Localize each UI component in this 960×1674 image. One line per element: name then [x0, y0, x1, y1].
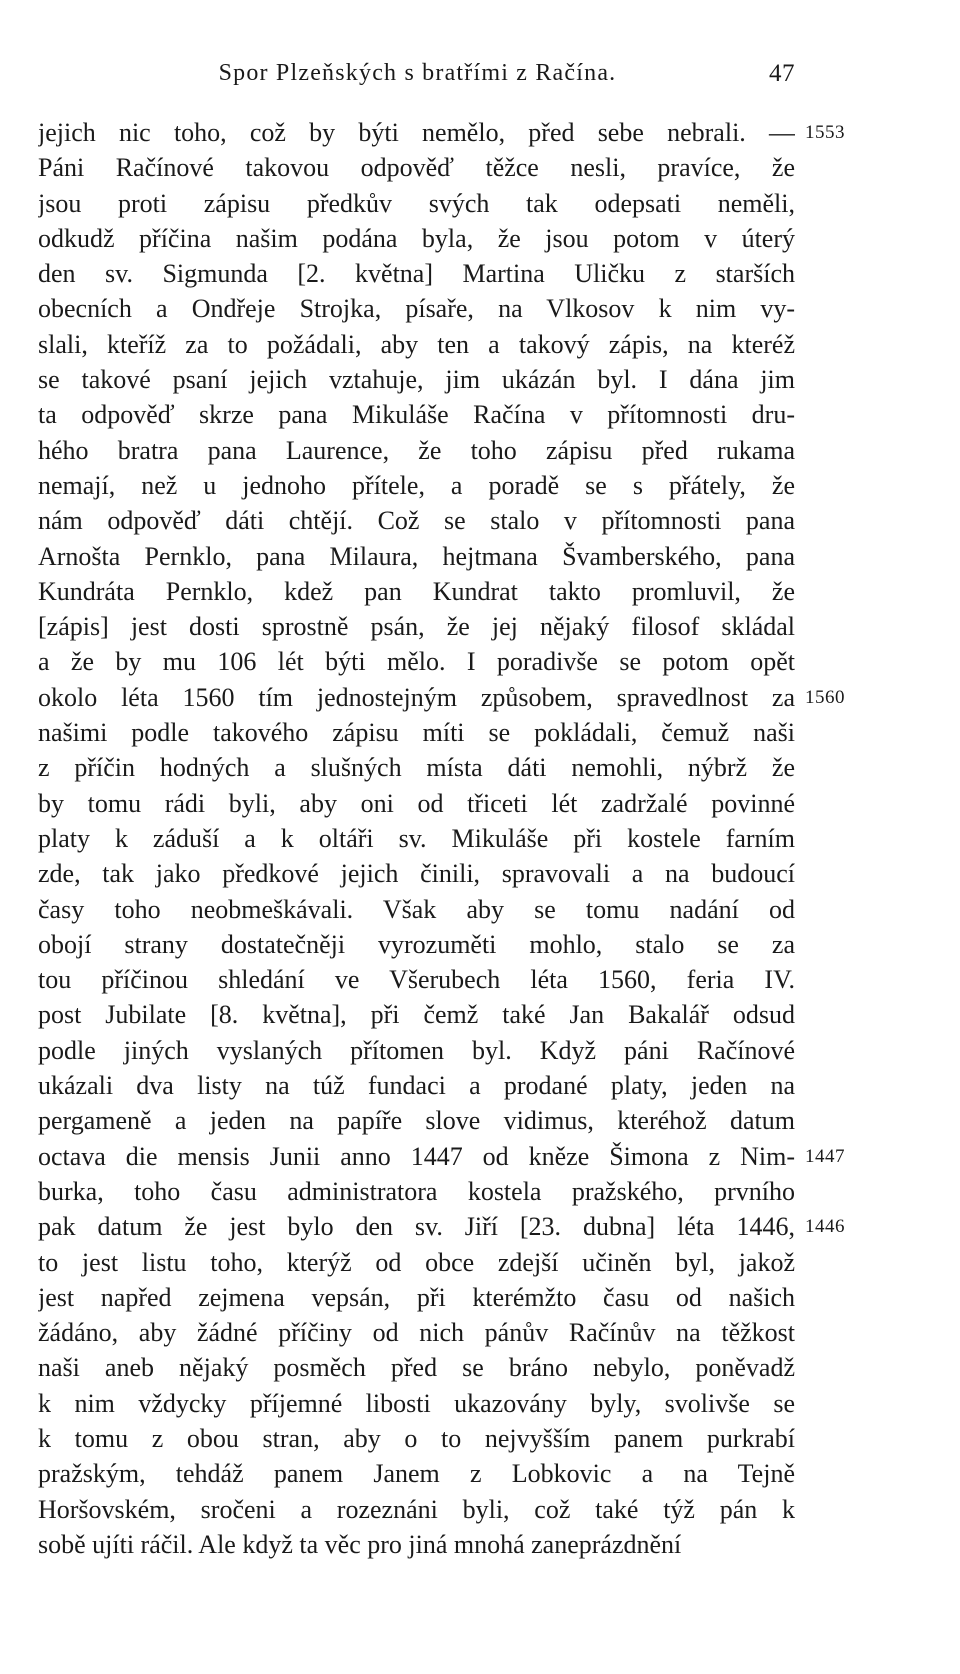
body-text — [38, 115, 795, 1562]
running-title: Spor Plzeňských s bratřími z Račína. — [218, 60, 617, 86]
margin-year-note: 1553 — [805, 122, 845, 143]
text-line: Páni Račínové takovou odpověď těžce nesli, pravíce, že — [38, 153, 795, 183]
text-line: pak datum že jest bylo den sv. Jiří [23. dubna] léta 1446, — [38, 1212, 795, 1242]
text-line: pergameně a jeden na papíře slove vidimus, kteréhož datum — [38, 1106, 795, 1136]
text-line: slali, kteříž za to požádali, aby ten a takový zápis, na kteréž — [38, 329, 795, 359]
text-line: nemají, než u jednoho přítele, a poradě se s přátely, že — [38, 470, 795, 500]
text-line: hého bratra pana Laurence, že toho zápisu před rukama — [38, 435, 795, 465]
text-line: sobě ujíti ráčil. Ale když ta věc pro jiná mnohá zaneprázdnění — [38, 1529, 682, 1559]
text-line: platy k záduší a k oltáři sv. Mikuláše při kostele farním — [38, 823, 795, 853]
text-line: jejich nic toho, což by býti nemělo, před sebe nebrali. — — [38, 118, 795, 147]
text-line: podle jiných vyslaných přítomen byl. Když páni Račínové — [38, 1035, 795, 1065]
text-line: zde, tak jako předkové jejich činili, spravovali a na budoucí — [38, 859, 795, 889]
text-line: okolo léta 1560 tím jednostejným způsobem, spravedlnost za — [38, 682, 795, 712]
text-line: by tomu rádi byli, aby oni od třiceti lét zadržalé povinné — [38, 788, 795, 818]
text-line: obojí strany dostatečněji vyrozuměti mohlo, stalo se za — [38, 929, 795, 959]
text-line: den sv. Sigmunda [2. května] Martina Uličku z starších — [38, 259, 795, 289]
text-line: [zápis] jest dosti sprostně psán, že jej nějaký filosof skládal — [38, 612, 795, 642]
text-line: ta odpověď skrze pana Mikuláše Račína v přítomnosti dru- — [38, 400, 795, 430]
text-line: to jest listu toho, kterýž od obce zdejší učiněn byl, jakož — [38, 1247, 795, 1277]
text-line: obecních a Ondřeje Strojka, písaře, na Vlkosov k nim vy- — [38, 294, 795, 324]
text-line: se takové psaní jejich vztahuje, jim ukázán byl. I dána jim — [38, 365, 795, 395]
text-line: časy toho neobmeškávali. Však aby se tomu nadání od — [38, 894, 795, 924]
text-line: a že by mu 106 lét býti mělo. I poradivše se potom opět — [38, 647, 795, 677]
margin-year-note: 1446 — [805, 1216, 845, 1238]
text-line: odkudž příčina našim podána byla, že jsou potom v úterý — [38, 223, 795, 253]
text-line: octava die mensis Junii anno 1447 od kněze Šimona z Nim- — [38, 1141, 795, 1171]
text-line: pražským, tehdáž panem Janem z Lobkovic a na Tejně — [38, 1459, 795, 1489]
text-line: z příčin hodných a slušných místa dáti nemohli, nýbrž že — [38, 753, 795, 783]
text-line: Horšovském, sročeni a rozeznáni byli, což také týž pán k — [38, 1494, 795, 1524]
text-line: naši aneb nějaký posměch před se bráno nebylo, poněvadž — [38, 1353, 795, 1383]
text-line: post Jubilate [8. května], při čemž také Jan Bakalář odsud — [38, 1000, 795, 1030]
text-line: ukázali dva listy na túž fundaci a prodané platy, jeden na — [38, 1071, 795, 1101]
text-line: k tomu z obou stran, aby o to nejvyšším panem purkrabí — [38, 1423, 795, 1453]
text-line: burka, toho času administratora kostela pražského, prvního — [38, 1176, 795, 1206]
text-line: jsou proti zápisu předkův svých tak odepsati neměli, — [38, 188, 795, 218]
margin-year-note: 1560 — [805, 686, 845, 708]
text-line: jest napřed zejmena vepsán, při kterémžto času od našich — [38, 1282, 795, 1312]
text-line: našimi podle takového zápisu míti se pokládali, čemuž naši — [38, 718, 795, 748]
margin-year-note: 1447 — [805, 1145, 845, 1167]
text-line: žádáno, aby žádné příčiny od nich pánův Račínův na těžkost — [38, 1318, 795, 1348]
text-line: tou příčinou shledání ve Všerubech léta 1560, feria IV. — [38, 965, 795, 995]
text-line: Arnošta Pernklo, pana Milaura, hejtmana Švamberského, pana — [38, 541, 795, 571]
text-line: k nim vždycky příjemné libosti ukazovány byly, svolivše se — [38, 1388, 795, 1418]
page-header — [40, 60, 795, 100]
text-line: nám odpověď dáti chtějí. Což se stalo v přítomnosti pana — [38, 506, 795, 536]
text-line: Kundráta Pernklo, kdež pan Kundrat takto promluvil, že — [38, 576, 795, 606]
page-number: 47 — [769, 60, 795, 87]
